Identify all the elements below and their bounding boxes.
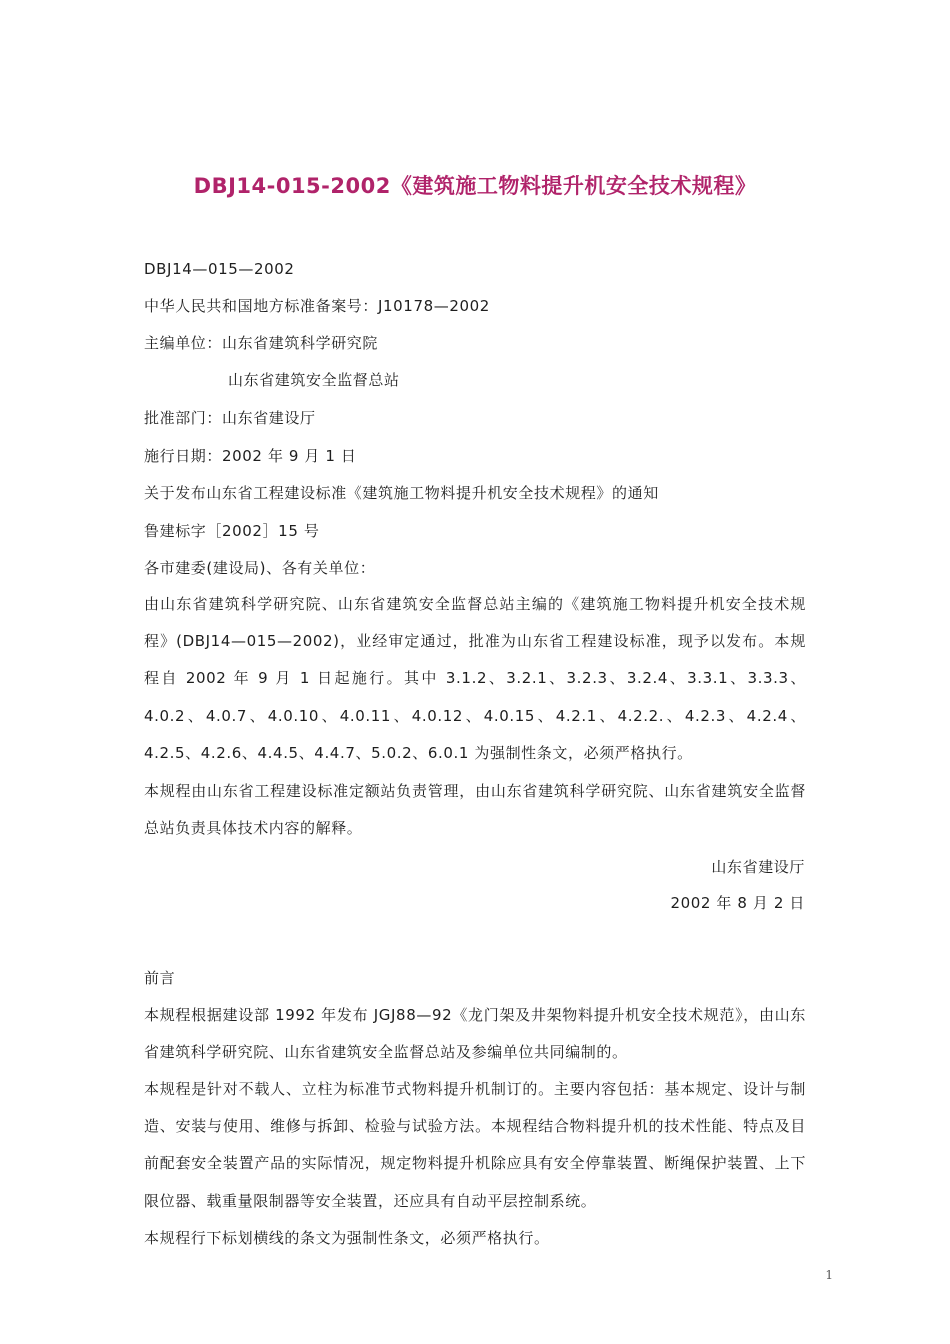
page-number: 1 (825, 1268, 833, 1282)
preface-heading: 前言 (144, 969, 176, 987)
addressee: 各市建委(建设局)、各有关单位： (144, 559, 376, 577)
notice-paragraph-2: 本规程由山东省工程建设标准定额站负责管理，由山东省建筑科学研究院、山东省建筑安全监督总站负责具体技术内容的解释。 (144, 782, 806, 838)
record-number: 中华人民共和国地方标准备案号：J10178—2002 (144, 297, 490, 315)
notice-number: 鲁建标字［2002］15 号 (144, 522, 320, 540)
chief-editor-unit-2: 山东省建筑安全监督总站 (228, 371, 400, 389)
signing-date: 2002 年 8 月 2 日 (670, 894, 805, 912)
preface-paragraph-2: 本规程是针对不载人、立柱为标准节式物料提升机制订的。主要内容包括：基本规定、设计与制造、安装与使用、维修与拆卸、检验与试验方法。本规程结合物料提升机的技术性能、特点及目前配套安全装置产品的实际情况，规定物料提升机除应具有安全停靠装置、断绳保护装置、上下限位器、载重量限制器等安全装置，还应具有自动平层控制系统。 (144, 1080, 806, 1210)
chief-editor-unit: 主编单位：山东省建筑科学研究院 (144, 334, 379, 352)
preface-paragraph-1: 本规程根据建设部 1992 年发布 JGJ88—92《龙门架及井架物料提升机安全技术规范》，由山东省建筑科学研究院、山东省建筑安全监督总站及参编单位共同编制的。 (144, 1006, 806, 1062)
notice-title: 关于发布山东省工程建设标准《建筑施工物料提升机安全技术规程》的通知 (144, 484, 659, 502)
approving-department: 批准部门：山东省建设厅 (144, 409, 316, 427)
document-title: DBJ14-015-2002《建筑施工物料提升机安全技术规程》 (193, 174, 757, 198)
signing-organization: 山东省建设厅 (711, 858, 805, 876)
preface-paragraph-3: 本规程行下标划横线的条文为强制性条文，必须严格执行。 (144, 1229, 550, 1247)
notice-paragraph-1: 由山东省建筑科学研究院、山东省建筑安全监督总站主编的《建筑施工物料提升机安全技术规程》(DBJ14—015—2002)，业经审定通过，批准为山东省工程建设标准，现予以发布。本规程自 2002 年 9 月 1 日起施行。其中 3.1.2、3.2.1、3.2.3、3.2.4、3.3.1、3.3.3、4.0.2、4.0.7、4.0.10、4.0.11、4.0.12、4.0.15、4.2.1、4.2.2.、4.2.3、4.2.4、4.2.5、4.2.6、4.4.5、4.4.7、5.0.2、6.0.1 为强制性条文，必须严格执行。 (144, 595, 806, 762)
effective-date: 施行日期：2002 年 9 月 1 日 (144, 447, 357, 465)
standard-code: DBJ14—015—2002 (144, 260, 295, 278)
